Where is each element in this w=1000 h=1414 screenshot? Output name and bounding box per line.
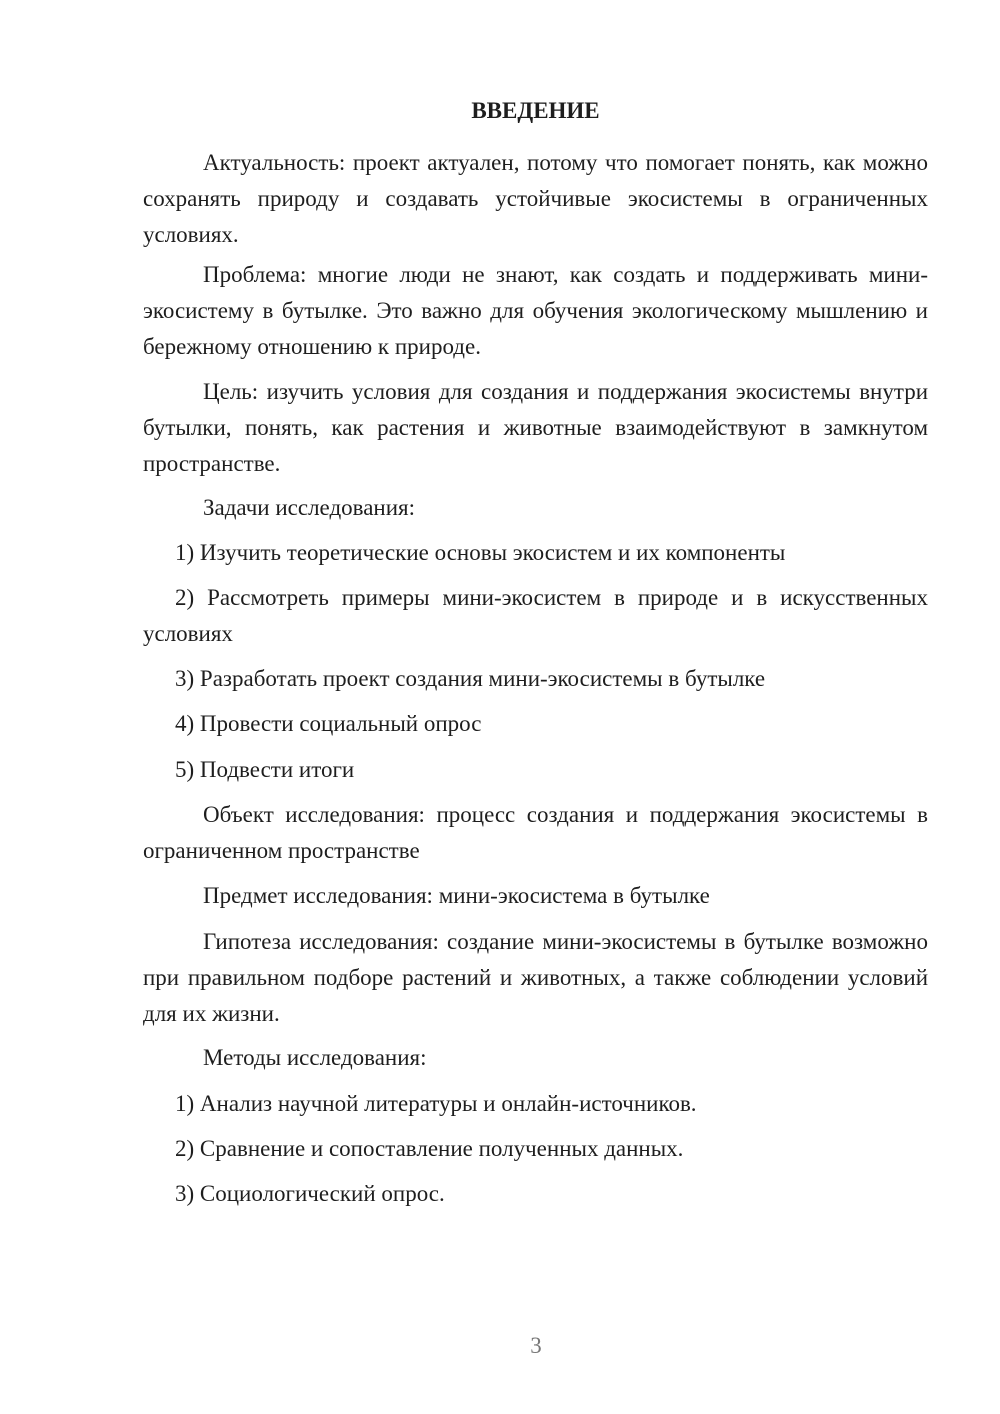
task-item-3: 3) Разработать проект создания мини-экосистемы в бутылке (175, 666, 766, 691)
method-item-3: 3) Социологический опрос. (175, 1181, 445, 1206)
method-item-2: 2) Сравнение и сопоставление полученных данных. (175, 1136, 684, 1161)
relevance-paragraph: Актуальность: проект актуален, потому что помогает понять, как можно сохранять природу и создавать устойчивые экосистемы в ограниченных условиях. (143, 150, 928, 247)
problem-paragraph: Проблема: многие люди не знают, как создать и поддерживать мини-экосистему в бутылке. Это важно для обучения экологическому мышлению и бережному отношению к природе. (143, 262, 928, 359)
goal-paragraph: Цель: изучить условия для создания и поддержания экосистемы внутри бутылки, понять, как растения и животные взаимодействуют в замкнутом пространстве. (143, 379, 928, 476)
task-item-5: 5) Подвести итоги (175, 757, 355, 782)
tasks-heading: Задачи исследования: (203, 495, 416, 520)
object-paragraph: Объект исследования: процесс создания и поддержания экосистемы в ограниченном пространстве (143, 802, 928, 863)
methods-heading: Методы исследования: (203, 1045, 427, 1070)
page-number: 3 (530, 1333, 542, 1358)
task-item-2: 2) Рассмотреть примеры мини-экосистем в природе и в искусственных условиях (143, 585, 928, 646)
task-item-1: 1) Изучить теоретические основы экосистем и их компоненты (175, 540, 786, 565)
hypothesis-paragraph: Гипотеза исследования: создание мини-экосистемы в бутылке возможно при правильном подборе растений и животных, а также соблюдении условий для их жизни. (143, 929, 928, 1026)
task-item-4: 4) Провести социальный опрос (175, 711, 482, 736)
page-title: ВВЕДЕНИЕ (471, 98, 600, 123)
subject-paragraph: Предмет исследования: мини-экосистема в бутылке (203, 883, 710, 908)
method-item-1: 1) Анализ научной литературы и онлайн-источников. (175, 1091, 697, 1116)
